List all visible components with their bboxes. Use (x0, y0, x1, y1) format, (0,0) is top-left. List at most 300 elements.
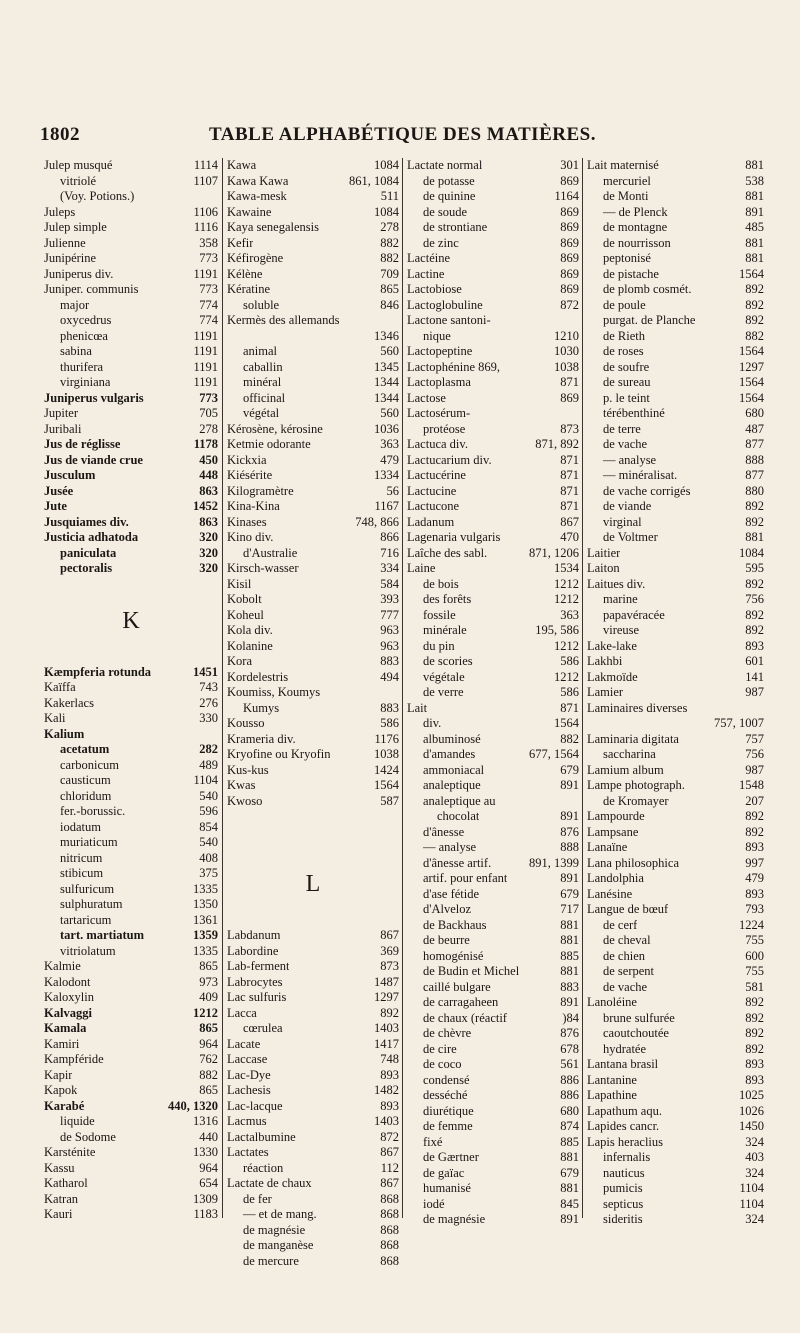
entry-page-ref: 892 (745, 576, 764, 591)
entry-term: Lactoglobuline (407, 297, 483, 312)
entry-page-ref: 540 (199, 835, 218, 849)
index-entry (40, 727, 220, 743)
entry-term: chocolat (437, 809, 480, 823)
entry-term: Lapis heraclius (587, 1134, 664, 1149)
entry-page-ref: 654 (199, 1176, 218, 1190)
index-entry (223, 685, 401, 701)
entry-term: Jupiter (44, 406, 79, 420)
entry-term: Kola div. (227, 623, 273, 637)
index-entry (40, 711, 220, 727)
entry-term: Kali (44, 711, 66, 725)
entry-page-ref: 882 (199, 1067, 218, 1082)
entry-term: d'Australie (243, 545, 298, 560)
entry-term: de zinc (423, 235, 459, 250)
entry-term: Kryofine ou Kryofin (227, 747, 331, 761)
entry-page-ref: 560 (380, 344, 399, 358)
entry-term: Labordine (227, 943, 279, 958)
index-entry (583, 701, 766, 717)
entry-term: de beurre (423, 933, 470, 947)
index-entry (583, 437, 766, 453)
entry-term: Laiton (587, 561, 620, 575)
index-entry (583, 1181, 766, 1197)
entry-page-ref: 1309 (193, 1191, 218, 1206)
index-entry (583, 840, 766, 856)
index-entry (403, 282, 581, 298)
index-entry (583, 468, 766, 484)
entry-page-ref: 871, 892 (535, 437, 579, 451)
entry-page-ref: 363 (380, 437, 399, 451)
entry-page-ref: 846 (380, 297, 399, 312)
entry-term: Lactate normal (407, 158, 483, 172)
entry-page-ref: 973 (199, 974, 218, 989)
entry-term: de bois (423, 576, 459, 591)
index-entry (223, 1192, 401, 1208)
entry-page-ref: 1084 (374, 158, 399, 172)
entry-page-ref: 1030 (554, 344, 579, 358)
entry-page-ref: 1107 (193, 173, 218, 188)
entry-term: — de Plenck (603, 204, 668, 219)
index-entry (40, 758, 220, 774)
entry-term: Kassu (44, 1160, 75, 1175)
entry-page-ref: 869 (560, 220, 579, 234)
index-entry (583, 251, 766, 267)
index-entry (40, 329, 220, 345)
running-title: TABLE ALPHABÉTIQUE DES MATIÈRES. (209, 124, 596, 145)
entry-term: de Monti (603, 189, 649, 203)
entry-page-ref: 1036 (374, 421, 399, 436)
index-entry (403, 995, 581, 1011)
entry-page-ref: 893 (745, 886, 764, 901)
entry-term: Kisil (227, 576, 252, 591)
entry-page-ref: 680 (745, 406, 764, 420)
entry-term: Kératine (227, 282, 271, 296)
entry-term: Lactalbumine (227, 1129, 296, 1144)
entry-term: d'ase fétide (423, 886, 480, 901)
entry-term: de sureau (603, 375, 651, 389)
entry-page-ref: 1114 (193, 158, 218, 172)
entry-page-ref: 963 (380, 623, 399, 637)
entry-page-ref: 867 (560, 514, 579, 529)
entry-page-ref: 888 (560, 840, 579, 854)
entry-page-ref: 1116 (193, 220, 218, 234)
entry-page-ref: 868 (380, 1238, 399, 1252)
entry-term: Kaloxylin (44, 990, 94, 1004)
index-entry (583, 577, 766, 593)
entry-page-ref: 586 (560, 685, 579, 699)
index-entry (40, 236, 220, 252)
entry-page-ref: 1212 (554, 576, 579, 591)
entry-page-ref: 893 (745, 638, 764, 653)
index-entry (403, 1212, 581, 1228)
entry-page-ref: 748 (380, 1052, 399, 1066)
entry-page-ref: 868 (380, 1222, 399, 1237)
entry-page-ref: 893 (745, 1072, 764, 1087)
index-entry (223, 809, 401, 825)
entry-term: K (122, 607, 140, 634)
entry-term: de magnésie (243, 1222, 306, 1237)
entry-page-ref: 755 (745, 964, 764, 978)
entry-term: Lac sulfuris (227, 990, 287, 1004)
entry-page-ref: 869 (560, 266, 579, 281)
entry-page-ref: 1450 (739, 1119, 764, 1133)
entry-term: humanisé (423, 1181, 471, 1195)
entry-page-ref: 1564 (374, 778, 399, 792)
entry-page-ref: 403 (745, 1150, 764, 1164)
index-entry (403, 809, 581, 825)
index-entry (223, 546, 401, 562)
entry-page-ref: 777 (380, 607, 399, 622)
index-entry (583, 778, 766, 794)
entry-page-ref: 886 (560, 1088, 579, 1102)
section-letter (223, 840, 401, 928)
index-entry (223, 282, 401, 298)
entry-page-ref: 511 (380, 189, 399, 203)
index-entry (223, 391, 401, 407)
entry-page-ref: 866 (380, 530, 399, 544)
entry-term: vireuse (603, 623, 640, 637)
entry-term: sabina (60, 344, 92, 358)
entry-term: Lantanine (587, 1072, 637, 1087)
entry-page-ref: 881 (560, 964, 579, 978)
entry-page-ref: 892 (745, 499, 764, 513)
entry-page-ref: 773 (199, 282, 218, 296)
entry-page-ref: 774 (199, 313, 218, 327)
index-entry (403, 887, 581, 903)
entry-page-ref: 1534 (554, 561, 579, 575)
index-entry (583, 329, 766, 345)
entry-page-ref: 1344 (374, 375, 399, 389)
entry-page-ref: 680 (560, 1103, 579, 1118)
entry-term: Landolphia (587, 871, 644, 885)
index-entry (583, 360, 766, 376)
index-columns (40, 158, 765, 1268)
entry-term: Lactose (407, 390, 446, 405)
entry-page-ref: 560 (380, 406, 399, 420)
index-entry (403, 1057, 581, 1073)
entry-page-ref: 871 (560, 483, 579, 498)
index-entry (40, 665, 220, 681)
index-entry (40, 913, 220, 929)
index-entry (223, 794, 401, 810)
entry-page-ref: 871 (560, 468, 579, 482)
index-entry (223, 1052, 401, 1068)
index-entry (403, 375, 581, 391)
index-entry (40, 360, 220, 376)
entry-page-ref: 440 (199, 1129, 218, 1144)
entry-term: Lampsane (587, 824, 639, 839)
index-entry (403, 856, 581, 872)
entry-page-ref: 320 (199, 561, 218, 575)
index-entry (583, 825, 766, 841)
entry-page-ref: 540 (199, 788, 218, 803)
index-entry (223, 1099, 401, 1115)
index-entry (583, 995, 766, 1011)
entry-term: Kinases (227, 514, 267, 529)
entry-term: virginiana (60, 375, 111, 389)
entry-term: Kilogramètre (227, 483, 294, 498)
entry-page-ref: 1564 (739, 390, 764, 405)
entry-page-ref: 963 (380, 638, 399, 653)
entry-term: fer.-borussic. (60, 804, 126, 818)
entry-page-ref: 301 (560, 158, 579, 172)
entry-page-ref: 1212 (554, 638, 579, 653)
entry-page-ref: 600 (745, 948, 764, 963)
entry-term: officinal (243, 390, 286, 405)
entry-term: Julep simple (44, 220, 107, 234)
entry-page-ref: 320 (199, 530, 218, 544)
index-entry (223, 344, 401, 360)
entry-page-ref: 885 (560, 1134, 579, 1149)
index-entry (40, 897, 220, 913)
page-header (40, 124, 765, 150)
entry-page-ref: 755 (745, 933, 764, 947)
entry-term: sulphuratum (60, 897, 123, 911)
index-entry (40, 1006, 220, 1022)
index-entry (403, 670, 581, 686)
index-entry (40, 530, 220, 546)
entry-term: de vache (603, 979, 648, 994)
entry-page-ref: 320 (199, 545, 218, 560)
entry-page-ref: 883 (380, 654, 399, 668)
index-entry (403, 530, 581, 546)
entry-term: de scories (423, 654, 473, 668)
index-entry (403, 1088, 581, 1104)
index-entry (40, 696, 220, 712)
entry-page-ref: 845 (560, 1196, 579, 1211)
entry-page-ref: 408 (199, 850, 218, 865)
entry-term: Ketmie odorante (227, 437, 311, 451)
entry-page-ref: 880 (745, 483, 764, 498)
entry-page-ref: 874 (560, 1119, 579, 1133)
entry-term: d'ânesse (423, 824, 465, 839)
index-entry (583, 980, 766, 996)
entry-term: de gaïac (423, 1165, 465, 1180)
entry-term: Lacca (227, 1005, 257, 1020)
entry-page-ref: 112 (380, 1160, 399, 1175)
entry-term: Lapathine (587, 1088, 637, 1102)
entry-term: mercuriel (603, 173, 651, 188)
index-entry (583, 1011, 766, 1027)
entry-term: Lakmoïde (587, 669, 638, 684)
index-entry (403, 778, 581, 794)
index-entry (583, 313, 766, 329)
index-entry (583, 1212, 766, 1228)
index-entry (40, 499, 220, 515)
entry-page-ref: 868 (380, 1191, 399, 1206)
entry-page-ref: 324 (745, 1165, 764, 1180)
entry-page-ref: 1167 (374, 499, 399, 513)
entry-term: de serpent (603, 964, 655, 978)
entry-term: saccharina (603, 747, 656, 761)
index-entry (403, 267, 581, 283)
index-entry (223, 959, 401, 975)
entry-page-ref: 863 (199, 514, 218, 529)
entry-term: de coco (423, 1057, 462, 1071)
entry-term: Lactucine (407, 483, 457, 498)
index-entry (583, 608, 766, 624)
index-entry (223, 174, 401, 190)
entry-term: nitricum (60, 850, 103, 865)
entry-term: Kwas (227, 778, 256, 792)
entry-page-ref: 891 (560, 995, 579, 1009)
index-entry (40, 375, 220, 391)
entry-term: papavéracée (603, 607, 665, 622)
entry-term: Kalodont (44, 974, 91, 989)
entry-page-ref: 1084 (739, 545, 764, 560)
entry-term: Lanoléine (587, 995, 637, 1009)
entry-term: liquide (60, 1114, 95, 1128)
index-entry (403, 871, 581, 887)
entry-term: major (60, 297, 90, 312)
entry-term: Lactine (407, 266, 445, 281)
entry-page-ref: 881 (560, 1181, 579, 1195)
entry-page-ref: 893 (380, 1067, 399, 1082)
index-entry (40, 406, 220, 422)
entry-page-ref: 1212 (554, 592, 579, 606)
entry-term: Krameria div. (227, 731, 296, 746)
entry-term: Lampourde (587, 809, 645, 823)
index-entry (40, 158, 220, 174)
entry-page-ref: 892 (745, 1010, 764, 1025)
entry-page-ref: 1191 (193, 328, 218, 343)
entry-page-ref: 207 (745, 793, 764, 808)
entry-term: stibicum (60, 866, 104, 880)
entry-page-ref: 883 (380, 700, 399, 715)
index-entry (583, 763, 766, 779)
entry-page-ref: 709 (380, 266, 399, 281)
index-entry (40, 975, 220, 991)
entry-page-ref: 869 (560, 390, 579, 405)
entry-term: sideritis (603, 1212, 643, 1226)
entry-page-ref: 479 (745, 871, 764, 885)
entry-term: div. (423, 716, 442, 730)
index-column-2 (222, 158, 401, 1268)
entry-term: des forêts (423, 592, 472, 606)
entry-term: artif. pour enfant (423, 871, 508, 885)
entry-page-ref: 1191 (193, 359, 218, 374)
entry-page-ref: 278 (380, 220, 399, 234)
index-entry (223, 158, 401, 174)
entry-page-ref: 872 (560, 297, 579, 312)
entry-page-ref: 892 (745, 297, 764, 312)
entry-page-ref: 1297 (374, 990, 399, 1004)
entry-page-ref: 494 (380, 669, 399, 684)
entry-term: de potasse (423, 173, 475, 188)
index-entry (583, 174, 766, 190)
index-entry (223, 623, 401, 639)
entry-page-ref: 882 (380, 251, 399, 265)
index-entry (40, 851, 220, 867)
index-entry (583, 639, 766, 655)
entry-page-ref: 885 (560, 948, 579, 963)
entry-term: de fer (243, 1191, 272, 1206)
entry-page-ref: 1212 (554, 669, 579, 684)
entry-page-ref: 756 (745, 747, 764, 761)
index-entry (223, 1068, 401, 1084)
entry-term: Laîche des sabl. (407, 545, 488, 560)
index-entry (223, 360, 401, 376)
index-entry (583, 747, 766, 763)
entry-page-ref: 881 (745, 235, 764, 250)
index-entry (583, 1026, 766, 1042)
entry-term: Kwoso (227, 793, 263, 808)
entry-page-ref: 538 (745, 173, 764, 188)
entry-term: de Kromayer (603, 793, 669, 808)
entry-term: ammoniacal (423, 762, 485, 777)
index-entry (40, 928, 220, 944)
index-entry (40, 391, 220, 407)
index-entry (40, 437, 220, 453)
entry-page-ref: 1359 (193, 928, 218, 942)
entry-term: condensé (423, 1072, 470, 1087)
entry-page-ref: 1316 (193, 1114, 218, 1128)
index-entry (403, 360, 581, 376)
index-entry (223, 298, 401, 314)
entry-term: — minéralisat. (603, 468, 678, 482)
index-entry (40, 1130, 220, 1146)
entry-page-ref: 757 (745, 731, 764, 746)
entry-term: Lactucarium div. (407, 452, 492, 467)
index-entry (223, 1006, 401, 1022)
entry-page-ref: 1350 (193, 897, 218, 911)
entry-term: hydratée (603, 1041, 647, 1056)
entry-page-ref: 867 (380, 1145, 399, 1159)
entry-term: Lampe photograph. (587, 778, 685, 792)
entry-page-ref: 56 (386, 483, 399, 498)
entry-term: Lactoplasma (407, 375, 471, 389)
entry-term: Kamiri (44, 1036, 80, 1051)
entry-term: muriaticum (60, 835, 118, 849)
index-entry (223, 236, 401, 252)
entry-term: Kordelestris (227, 669, 289, 684)
entry-page-ref: 1482 (374, 1083, 399, 1097)
index-entry (403, 794, 581, 810)
entry-page-ref: 871 (560, 375, 579, 389)
entry-page-ref: 865 (380, 282, 399, 296)
index-entry (403, 453, 581, 469)
entry-term: Lactucone (407, 499, 460, 513)
entry-term: de chien (603, 948, 645, 963)
entry-page-ref: 863 (199, 483, 218, 498)
index-entry (403, 251, 581, 267)
entry-term: p. le teint (603, 390, 650, 405)
entry-page-ref: 1403 (374, 1114, 399, 1128)
entry-term: cœrulea (243, 1021, 283, 1035)
entry-page-ref: 440, 1320 (168, 1098, 218, 1113)
entry-term: Labrocytes (227, 974, 283, 989)
entry-term: Karsténite (44, 1145, 96, 1159)
entry-term: Lactobiose (407, 282, 462, 296)
entry-page-ref: 1403 (374, 1021, 399, 1035)
entry-term: Lait maternisé (587, 158, 659, 172)
entry-term: de vache (603, 437, 648, 451)
index-entry (583, 685, 766, 701)
index-entry (223, 747, 401, 763)
index-entry (40, 959, 220, 975)
entry-term: Kamala (44, 1021, 87, 1035)
entry-page-ref: 893 (380, 1098, 399, 1113)
index-entry (223, 1207, 401, 1223)
entry-term: de vache corrigés (603, 483, 691, 498)
entry-term: Kauri (44, 1207, 73, 1221)
entry-page-ref: 865 (199, 1021, 218, 1035)
index-entry (583, 732, 766, 748)
index-entry (403, 1135, 581, 1151)
entry-term: Junipérine (44, 251, 97, 265)
entry-term: minéral (243, 375, 282, 389)
index-entry (40, 468, 220, 484)
entry-page-ref: 873 (380, 959, 399, 973)
